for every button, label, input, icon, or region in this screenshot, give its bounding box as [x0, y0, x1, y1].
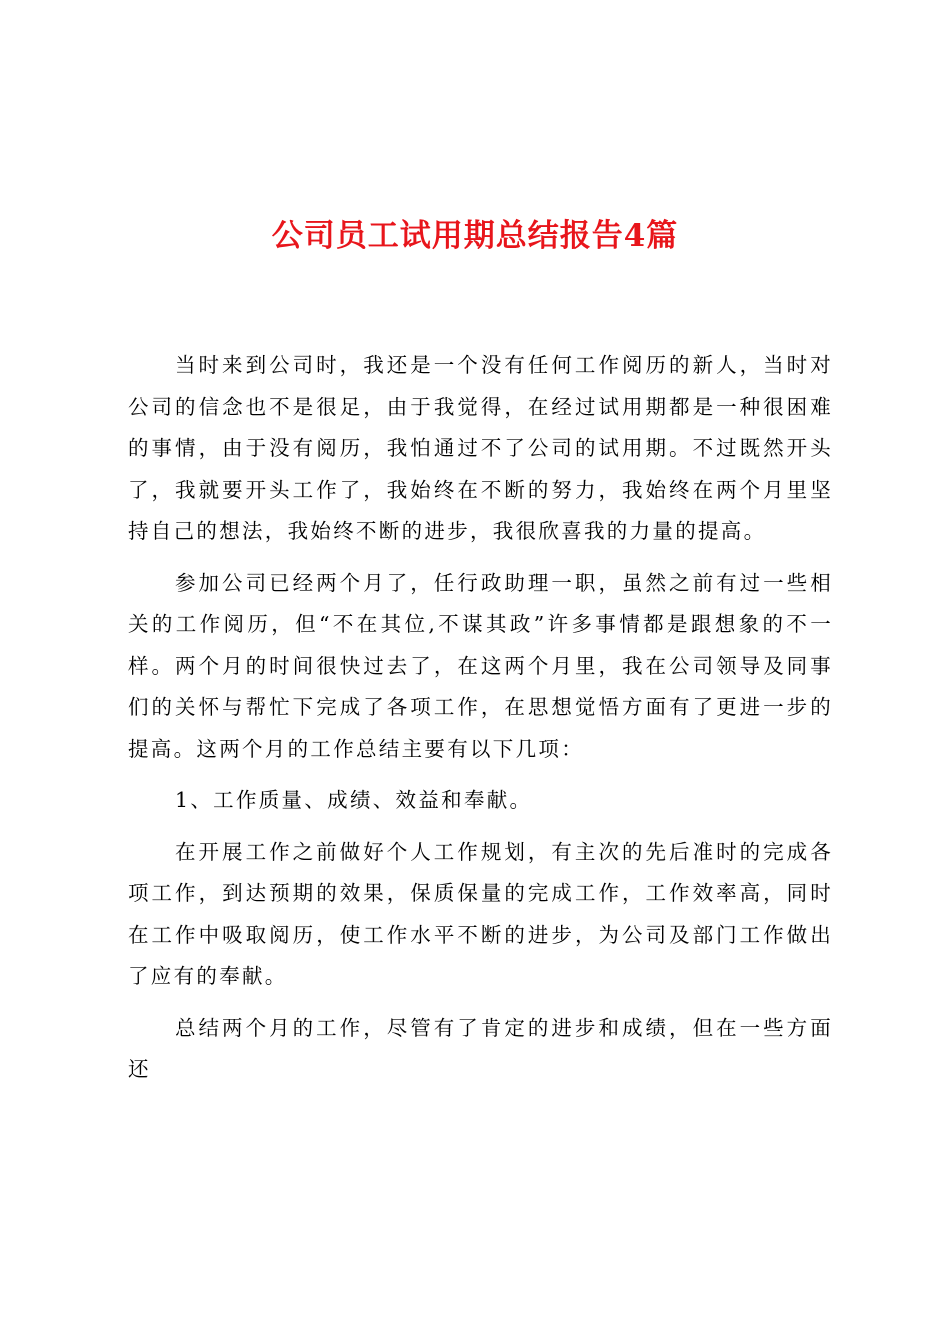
paragraph-2: 参加公司已经两个月了，任行政助理一职，虽然之前有过一些相关的工作阅历，但“不在其位,不谋其政”许多事情都是跟想象的不一样。两个月的时间很快过去了，在这两个月里，我在公司领导及同事们的关怀与帮忙下完成了各项工作，在思想觉悟方面有了更进一步的提高。这两个月的工作总结主要有以下几项： — [128, 570, 833, 761]
paragraph-1: 当时来到公司时，我还是一个没有任何工作阅历的新人，当时对公司的信念也不是很足，由于我觉得，在经过试用期都是一种很困难的事情，由于没有阅历，我怕通过不了公司的试用期。不过既然开头了，我就要开头工作了，我始终在不断的努力，我始终在两个月里坚持自己的想法，我始终不断的进步，我很欣喜我的力量的提高。 — [128, 353, 833, 543]
list-heading-1: 1、工作质量、成绩、效益和奉献。 — [175, 788, 533, 812]
document-body — [128, 345, 833, 1091]
paragraph-3: 在开展工作之前做好个人工作规划，有主次的先后准时的完成各项工作，到达预期的效果，保质保量的完成工作，工作效率高，同时在工作中吸取阅历，使工作水平不断的进步，为公司及部门工作做出了应有的奉献。 — [128, 839, 833, 988]
paragraph-4: 总结两个月的工作，尽管有了肯定的进步和成绩，但在一些方面还 — [128, 1015, 833, 1081]
document-title: 公司员工试用期总结报告4篇 — [271, 218, 679, 254]
